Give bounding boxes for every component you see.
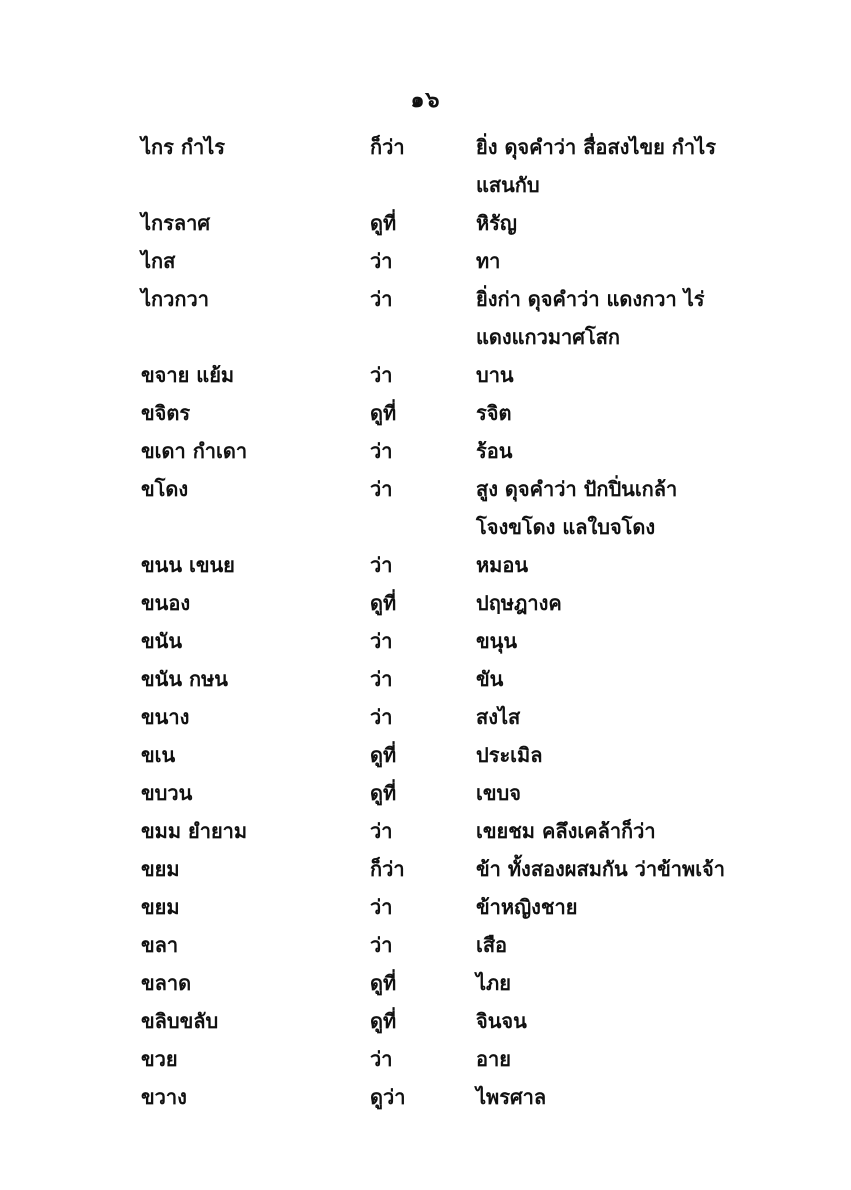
definition-line: สูง ดุจคำว่า ปักปิ่นเกล้า — [476, 477, 678, 501]
dictionary-entry — [141, 660, 761, 698]
definition-line: ข้าหญิงชาย — [476, 895, 578, 919]
definition-line: ข้า ทั้งสองผสมกัน ว่าข้าพเจ้า — [476, 857, 725, 881]
dictionary-entry — [141, 128, 761, 204]
entry-definition — [476, 964, 761, 1002]
entry-definition — [476, 736, 761, 774]
entry-word: ขลาด — [141, 971, 192, 995]
dictionary-entry — [141, 888, 761, 926]
entry-definition — [476, 622, 761, 660]
definition-line: ยิ่ง ดุจคำว่า สื่อสงไขย กำไร — [476, 135, 716, 159]
definition-line: ไภย — [476, 971, 511, 995]
entry-definition — [476, 432, 761, 470]
definition-line: บาน — [476, 363, 514, 387]
entry-word: ขนาง — [141, 705, 190, 729]
entry-word: ไกรลาศ — [141, 211, 211, 235]
entry-relation: ว่า — [370, 477, 393, 501]
definition-line: แสนกับ — [476, 173, 540, 197]
entry-relation: ว่า — [370, 363, 393, 387]
entry-relation: ดูที่ — [370, 781, 397, 805]
definition-line: รจิต — [476, 401, 512, 425]
definition-line: เสือ — [476, 933, 508, 957]
entry-definition — [476, 356, 761, 394]
dictionary-entry — [141, 470, 761, 546]
definition-line: ไพรศาล — [476, 1085, 547, 1109]
entry-definition — [476, 204, 761, 242]
entry-relation: ว่า — [370, 249, 393, 273]
dictionary-entry — [141, 356, 761, 394]
entry-definition — [476, 1078, 761, 1116]
entry-word: ขนอง — [141, 591, 191, 615]
entry-relation: ดูที่ — [370, 401, 397, 425]
dictionary-entry — [141, 242, 761, 280]
entry-relation: ดูที่ — [370, 211, 397, 235]
entry-word: ไกวกวา — [141, 287, 209, 311]
definition-line: สงไส — [476, 705, 521, 729]
entry-word: ขนัน กษน — [141, 667, 228, 691]
entry-relation: ดูที่ — [370, 591, 397, 615]
entry-definition — [476, 1002, 761, 1040]
page-number: ๑๖ — [410, 88, 441, 113]
entry-relation: ว่า — [370, 629, 393, 653]
dictionary-entry — [141, 964, 761, 1002]
entry-definition — [476, 926, 761, 964]
entry-relation: ว่า — [370, 287, 393, 311]
dictionary-entry — [141, 812, 761, 850]
entry-definition — [476, 470, 761, 546]
entry-word: ขนัน — [141, 629, 183, 653]
entry-relation: ดูที่ — [370, 971, 397, 995]
entry-definition — [476, 812, 761, 850]
definition-line: ขัน — [476, 667, 504, 691]
dictionary-entry — [141, 1078, 761, 1116]
definition-line: เขยชม คลึงเคล้าก็ว่า — [476, 819, 656, 843]
dictionary-entry — [141, 394, 761, 432]
entry-list — [141, 128, 761, 1116]
entry-word: ขจาย แย้ม — [141, 363, 235, 387]
dictionary-entry — [141, 1002, 761, 1040]
entry-word: ขลิบขลับ — [141, 1009, 219, 1033]
dictionary-entry — [141, 1040, 761, 1078]
dictionary-entry — [141, 204, 761, 242]
entry-word: ขเดา กำเดา — [141, 439, 248, 463]
dictionary-entry — [141, 280, 761, 356]
definition-line: หิรัญ — [476, 211, 517, 235]
entry-definition — [476, 698, 761, 736]
dictionary-entry — [141, 622, 761, 660]
entry-definition — [476, 394, 761, 432]
entry-relation: ว่า — [370, 705, 393, 729]
dictionary-entry — [141, 546, 761, 584]
entry-word: ขบวน — [141, 781, 193, 805]
dictionary-entry — [141, 850, 761, 888]
entry-relation: ว่า — [370, 933, 393, 957]
entry-relation: ว่า — [370, 819, 393, 843]
dictionary-entry — [141, 432, 761, 470]
entry-word: ขจิตร — [141, 401, 191, 425]
entry-definition — [476, 774, 761, 812]
dictionary-entry — [141, 736, 761, 774]
entry-definition — [476, 128, 761, 204]
dictionary-entry — [141, 926, 761, 964]
definition-line: หมอน — [476, 553, 529, 577]
entry-definition — [476, 584, 761, 622]
entry-relation: ดูที่ — [370, 743, 397, 767]
entry-definition — [476, 888, 761, 926]
entry-word: ขนน เขนย — [141, 553, 235, 577]
entry-relation: ว่า — [370, 439, 393, 463]
entry-relation: ว่า — [370, 1047, 393, 1071]
entry-definition — [476, 850, 761, 888]
entry-word: ขเน — [141, 743, 176, 767]
entry-word: ขยม — [141, 857, 180, 881]
entry-word: ขโดง — [141, 477, 189, 501]
entry-word: ขวย — [141, 1047, 178, 1071]
entry-relation: ก็ว่า — [370, 135, 405, 159]
entry-relation: ก็ว่า — [370, 857, 405, 881]
definition-line: ปฤษฎางค — [476, 591, 562, 615]
entry-word: ขยม — [141, 895, 180, 919]
definition-line: โจงขโดง แลใบจโดง — [476, 515, 656, 539]
definition-line: ทา — [476, 249, 501, 273]
entry-relation: ดูที่ — [370, 1009, 397, 1033]
definition-line: ร้อน — [476, 439, 513, 463]
entry-word: ขวาง — [141, 1085, 187, 1109]
entry-relation: ว่า — [370, 667, 393, 691]
definition-line: เขบจ — [476, 781, 521, 805]
dictionary-entry — [141, 584, 761, 622]
entry-word: ไกร กำไร — [141, 135, 226, 159]
entry-definition — [476, 1040, 761, 1078]
entry-definition — [476, 660, 761, 698]
definition-line: ประเมิล — [476, 743, 543, 767]
entry-word: ขลา — [141, 933, 179, 957]
entry-relation: ว่า — [370, 895, 393, 919]
entry-word: ไกส — [141, 249, 176, 273]
definition-line: แดงแกวมาศโสก — [476, 325, 621, 349]
entry-relation: ว่า — [370, 553, 393, 577]
entry-word: ขมม ยำยาม — [141, 819, 248, 843]
definition-line: อาย — [476, 1047, 511, 1071]
entry-definition — [476, 546, 761, 584]
dictionary-entry — [141, 774, 761, 812]
entry-definition — [476, 280, 761, 356]
definition-line: จินจน — [476, 1009, 527, 1033]
entry-definition — [476, 242, 761, 280]
definition-line: ยิ่งก่า ดุจคำว่า แดงกวา ไร่ — [476, 287, 705, 311]
dictionary-entry — [141, 698, 761, 736]
definition-line: ขนุน — [476, 629, 518, 653]
entry-relation: ดูว่า — [370, 1085, 406, 1109]
